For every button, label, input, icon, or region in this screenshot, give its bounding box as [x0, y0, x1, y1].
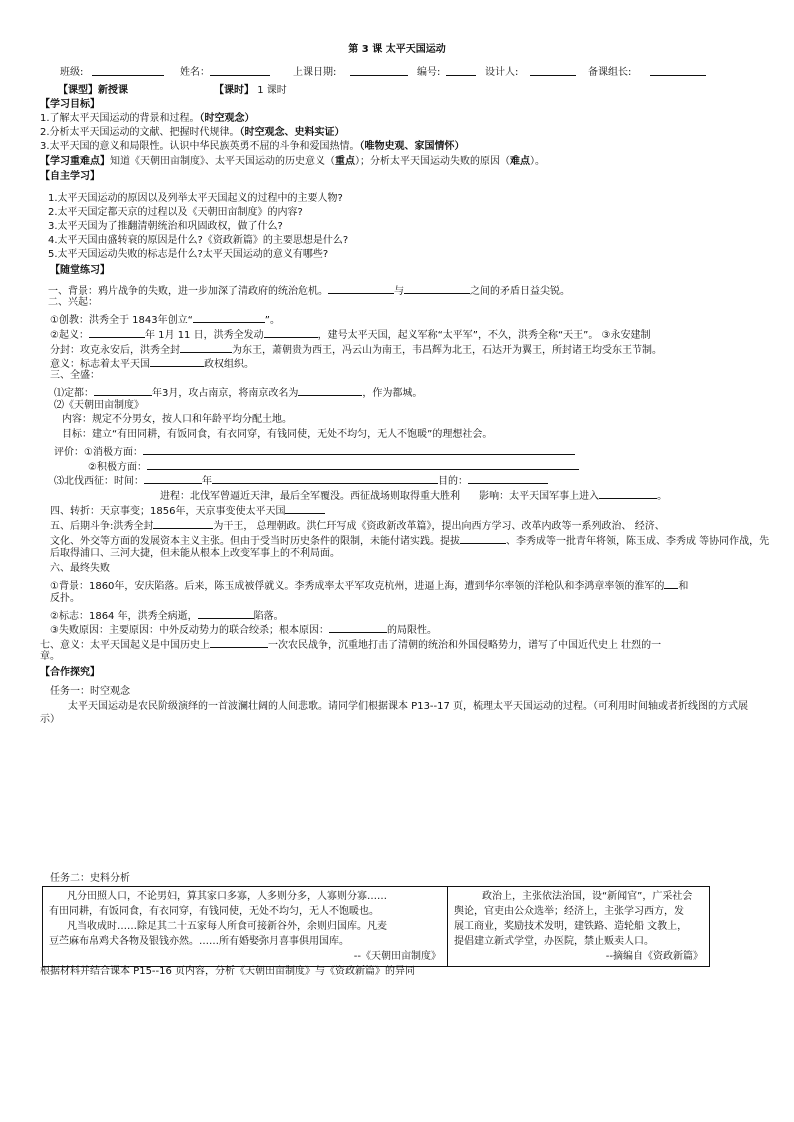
blank[interactable]: [210, 636, 268, 648]
practice-l18b: 、李秀成等一批青年将领，陈玉成、李秀成 等协同作战，先: [506, 536, 770, 547]
header-row: [60, 63, 734, 77]
goal-1-text: 1.了解太平天国运动的背景和过程。: [40, 113, 200, 124]
source-left-cite: --《天朝田亩制度》: [353, 951, 441, 962]
practice-line-24: [50, 621, 437, 637]
practice-line-8: [54, 384, 422, 400]
practice-l12: 评价：①消极方面：: [54, 447, 143, 458]
practice-line-22: 反扑。: [50, 593, 80, 604]
practice-line-10: 内容：规定不分男女，按人口和年龄平均分配土地。: [62, 414, 292, 425]
practice-line-12: [54, 443, 575, 459]
leader-label: 备课组长:: [588, 67, 632, 78]
practice-l24b: 的局限性。: [386, 625, 437, 636]
practice-l25b: 一次农民战争，沉重地打击了清朝的统治和外国侵略势力，谱写了中国近代史上 壮烈的一: [268, 640, 662, 651]
practice-line-17: [50, 517, 665, 533]
question-3: 3.太平天国为了推翻清朝统治和巩固政权，做了什么?: [48, 221, 283, 232]
page-title: 第 3 课 太平天国运动: [348, 44, 446, 55]
source-right-line: 展工商业，奖励技术发明，建铁路、造轮船 文教上，: [454, 921, 688, 932]
goal-2-text: 2.分析太平天国运动的文献、把握时代规律。: [40, 127, 240, 138]
practice-l06b: 政权组织。: [204, 359, 254, 370]
goal-3-tag: （唯物史观、家国情怀）: [359, 141, 465, 152]
task2-question: 根据材料并结合课本 P15--16 页内容，分析《天朝田亩制度》与《资政新篇》的异同: [40, 966, 416, 977]
goals-heading: 【学习目标】: [40, 99, 100, 110]
goal-1: [40, 112, 255, 125]
source-left-line: 豆苎麻布帛鸡犬各物及银钱亦然。……所有婚娶弥月喜事俱用国库。: [49, 936, 349, 947]
practice-line-11: 目标：建立“有田同耕，有饭同食，有衣同穿，有钱同使，无处不均匀，无人不饱暖”的理想社会。: [62, 429, 493, 440]
blank[interactable]: [94, 384, 152, 396]
practice-heading: 【随堂练习】: [50, 265, 110, 276]
practice-l08b: 年3月，攻占南京，将南京改名为: [152, 388, 299, 399]
practice-line-14: [54, 472, 548, 488]
practice-l21b: 和: [678, 581, 689, 592]
practice-l05b: 为东王，萧朝贵为西王，冯云山为南王，韦昌辉为北王，石达开为翼王，所封诸王均受东王节制。: [232, 345, 662, 356]
goal-2: [40, 126, 345, 139]
practice-l15b: 影响：太平天国军事上进入: [479, 491, 600, 502]
source-right-line: 政治上，主张依法治国，设“新闻官”，广采社会: [482, 891, 693, 902]
practice-line-18: [50, 532, 769, 548]
practice-l08c: ，作为都城。: [362, 388, 423, 399]
practice-l01-mid: 与: [394, 286, 404, 297]
blank[interactable]: [468, 472, 548, 484]
cooperation-heading: 【合作探究】: [40, 667, 100, 678]
class-label: 班级:: [60, 67, 84, 78]
blank[interactable]: [664, 577, 678, 589]
lesson-type: 【课型】新授课: [58, 85, 128, 96]
hours-value: 1 课时: [257, 85, 287, 96]
practice-line-25: [40, 636, 661, 652]
practice-line-9: ⑵《天朝田亩制度》: [54, 400, 144, 411]
practice-l04c: ，建号太平天国，起义军称“太平军”，不久，洪秀全称“天王”。 ③永安建制: [317, 330, 651, 341]
practice-l03-end: ”。: [264, 315, 280, 326]
keypoints-tag-a: 重点: [335, 156, 355, 167]
num-label: 编号:: [417, 67, 441, 78]
practice-line-16: [50, 502, 325, 518]
goal-1-tag: （时空观念）: [199, 113, 255, 124]
source-left-line: 凡分田照人口，不论男妇，算其家口多寡，人多则分多，人寡则分寡……: [67, 891, 387, 902]
keypoints-label: 【学习重难点】: [40, 156, 110, 167]
source-left-cell: [43, 887, 448, 967]
practice-l14a: ⑶北伐西征：时间：: [54, 476, 144, 487]
goal-3: [40, 140, 465, 153]
practice-line-3: [50, 311, 280, 327]
goal-3-text: 3.太平天国的意义和局限性。认识中华民族英勇不屈的斗争和爱国热情。: [40, 141, 360, 152]
practice-line-7: 三、全盛：: [50, 370, 100, 381]
keypoints-text-a: 知道《天朝田亩制度》、太平天国运动的历史意义（: [110, 156, 335, 167]
blank[interactable]: [328, 282, 394, 294]
practice-l23b: 陷落。: [253, 611, 284, 622]
keypoints-text-c: ）。: [530, 156, 545, 167]
practice-l01: 一、背景：鸦片战争的失败，进一步加深了清政府的统治危机。: [48, 286, 328, 297]
source-table: [42, 886, 710, 967]
practice-l06a: 意义：标志着太平天国: [50, 359, 150, 370]
source-left-line: 有田同耕，有饭同食，有衣同穿，有钱同使，无处不均匀，无人不饱暖也。: [49, 906, 379, 917]
practice-l21: ①背景：1860年，安庆陷落。后来，陈玉成被俘就义。李秀成率太平军攻克杭州，进逼上海，遭到华尔率领的洋枪队和李鸿章率领的淮军的: [50, 581, 665, 592]
practice-line-20: 六、最终失败: [50, 563, 110, 574]
blank[interactable]: [264, 326, 318, 338]
task1-title: 任务一：时空观念: [50, 686, 130, 697]
practice-l05a: 分封：攻克永安后，洪秀全封: [50, 345, 180, 356]
blank[interactable]: [460, 532, 506, 544]
blank[interactable]: [143, 443, 575, 455]
blank[interactable]: [285, 502, 325, 514]
blank[interactable]: [150, 355, 204, 367]
practice-l16: 四、转折：天京事变；1856年，天京事变使太平天国: [50, 506, 286, 517]
date-label: 上课日期:: [293, 67, 337, 78]
question-1: 1.太平天国运动的原因以及列举太平天国起义的过程中的主要人物?: [48, 193, 343, 204]
blank[interactable]: [212, 472, 438, 484]
practice-l04a: ②起义：: [50, 330, 89, 341]
blank[interactable]: [147, 458, 579, 470]
practice-line-15: [160, 487, 667, 503]
hours-label: 【课时】: [214, 85, 254, 96]
blank[interactable]: [198, 607, 254, 619]
task1-text: 太平天国运动是农民阶级演绎的一首波澜壮阔的人间悲歌。请同学们根据课本 P13--17 页，梳理太平天国运动的过程。（可利用时间轴或者折线图的方式展示）: [40, 701, 749, 725]
practice-line-1: [48, 282, 570, 298]
blank[interactable]: [89, 326, 145, 338]
source-right-line: 舆论，官吏由公众选举；经济上，主张学习西方，发: [454, 906, 684, 917]
blank[interactable]: [599, 487, 657, 499]
blank[interactable]: [180, 341, 232, 353]
source-left-line: 凡当收成时……除足其二十五家每人所食可接新谷外，余则归国库。凡麦: [67, 921, 387, 932]
practice-l13: ②积极方面：: [88, 462, 147, 473]
blank[interactable]: [144, 472, 202, 484]
practice-l25a: 七、意义：太平天国起义是中国历史上: [40, 640, 210, 651]
practice-line-26: 章。: [40, 651, 60, 662]
practice-l14c: 目的：: [438, 476, 468, 487]
self-study-heading: 【自主学习】: [40, 171, 100, 182]
question-5: 5.太平天国运动失败的标志是什么?太平天国运动的意义有哪些?: [48, 249, 329, 260]
practice-l15c: 。: [657, 491, 668, 502]
lesson-hours: [214, 84, 287, 97]
designer-label: 设计人:: [485, 67, 519, 78]
goal-2-tag: （时空观念、史料实证）: [239, 127, 345, 138]
practice-line-21: [50, 577, 688, 593]
practice-l03: ①创教：洪秀全于 1843年创立“: [50, 315, 193, 326]
blank[interactable]: [153, 517, 213, 529]
practice-l14b: 年: [202, 476, 212, 487]
practice-l01-end: 之间的矛盾日益尖锐。: [470, 286, 570, 297]
blank[interactable]: [329, 621, 387, 633]
practice-l24a: ③失败原因：主要原因：中外反动势力的联合绞杀；根本原因：: [50, 625, 329, 636]
blank[interactable]: [298, 384, 362, 396]
practice-line-2: 二、兴起：: [48, 297, 98, 308]
practice-l04b: 年 1月 11 日，洪秀全发动: [144, 330, 264, 341]
keypoints-text-b: ）；分析太平天国运动失败的原因（: [355, 156, 510, 167]
practice-l17b: 为干王， 总理朝政。洪仁玕写成《资政新改革篇》，提出向西方学习、改革内政等一系列政治、 经济、: [213, 521, 665, 532]
practice-line-19: 后取得浦口、三河大捷，但未能从根本上改变军事上的不利局面。: [50, 548, 340, 559]
blank[interactable]: [193, 311, 265, 323]
source-right-cell: [448, 887, 710, 967]
practice-line-4: [50, 326, 650, 342]
practice-l08a: ⑴定都：: [54, 388, 94, 399]
keypoints: [40, 155, 545, 168]
source-right-cite: --摘编自《资政新篇》: [605, 951, 703, 962]
task2-title: 任务二：史料分析: [50, 873, 130, 884]
practice-l18: 文化、外交等方面的发展资本主义主张。但由于受当时历史条件的限制，未能付诸实践。提拔: [50, 536, 460, 547]
blank[interactable]: [404, 282, 470, 294]
practice-l15a: 进程：北伐军曾逼近天津，最后全军覆没。西征战场则取得重大胜利: [160, 491, 460, 502]
keypoints-tag-b: 难点: [510, 156, 530, 167]
question-2: 2.太平天国定都天京的过程以及《天朝田亩制度》的内容?: [48, 207, 303, 218]
practice-l23a: ②标志：1864 年，洪秀全病逝，: [50, 611, 198, 622]
practice-l17a: 五、后期斗争:洪秀全封: [50, 521, 154, 532]
source-right-line: 提倡建立新式学堂，办医院，禁止贩卖人口。: [454, 936, 654, 947]
name-label: 姓名：: [180, 67, 210, 78]
question-4: 4.太平天国由盛转衰的原因是什么?《资政新篇》的主要思想是什么?: [48, 235, 349, 246]
